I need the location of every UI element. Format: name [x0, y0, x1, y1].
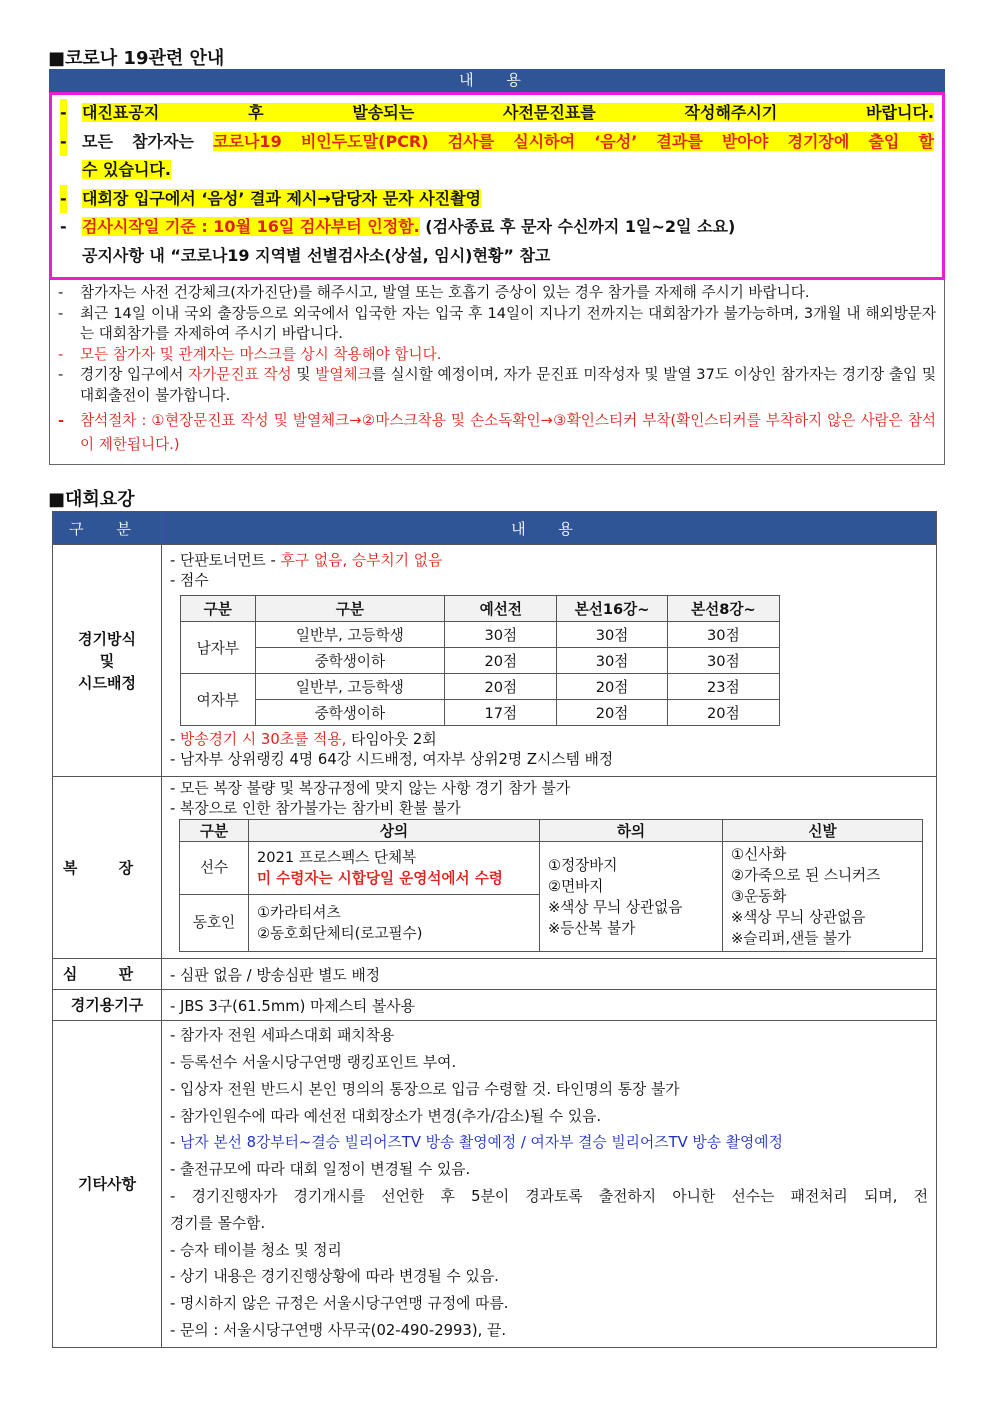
covid-note-5: - 참석절차 : ①현장문진표 작성 및 발열체크→②마스크착용 및 손소독확인→③확인스티커 부착(확인스티커를 부착하지 않은 사람은 참석이 제한됩니다.) [58, 411, 936, 453]
covid-table-header: 내 용 [49, 69, 945, 92]
covid-line-3: - 대회장 입구에서 ‘음성’ 결과 제시→담당자 문자 사진촬영 [60, 185, 934, 214]
game-content: - 단판토너먼트 - 후구 없음, 승부치기 없음 - 점수 구분 구분 예선전 본선16강~ 본선8강~ 남자부 일반부, 고등학생 30점 30점 30점 중학생이하 20점 30점 30점 여자부 일반부, 고등학생 20점 20점 23점 중학생이하 17점 20점 20점 - 방송경기 시 30초룰 적용, 타임아웃 2회 - 남자부 상위랭킹 4명 64강 시드배정, 여자부 상위2명 Z시스템 배정 [162, 545, 937, 777]
judge-label: 심 판 [53, 959, 162, 990]
rules-header-content: 내 용 [162, 512, 937, 545]
rules-row-etc [53, 1021, 937, 1348]
covid-line-2: - 모든 참가자는 코로나19 비인두도말(PCR) 검사를 실시하여 ‘음성’ 결과를 받아야 경기장에 출입 할 [60, 128, 934, 157]
score-table: 구분 구분 예선전 본선16강~ 본선8강~ 남자부 일반부, 고등학생 30점 30점 30점 중학생이하 20점 30점 30점 여자부 일반부, 고등학생 20점 20점 23점 중학생이하 17점 20점 20점 [180, 595, 780, 726]
covid-line-5: 공지사항 내 “코로나19 지역별 선별검사소(상설, 임시)현황” 참고 [82, 245, 551, 265]
game-label: 경기방식 및 시드배정 [53, 545, 162, 777]
dress-content: - 모든 복장 불량 및 복장규정에 맞지 않는 사항 경기 참가 불가 - 복장으로 인한 참가불가는 참가비 환불 불가 구분 상의 하의 신발 선수 2021 프로스펙스 단체복 미 수령자는 시합당일 운영석에서 수령 ①정장바지 ②면바지 ※색상 무늬 상관없음 ※등산복 불가 ①신사화 ②가죽으로 된 스니커즈 ③운동화 ※색상 무늬 상관없음 ※슬리퍼,샌들 불가 동호인 ①카라티셔츠 ②동호회단체티(로고필수) [162, 777, 937, 959]
covid-line-2b: 수 있습니다. [82, 160, 171, 180]
score-group-women: 여자부 [181, 674, 256, 726]
equipment-label: 경기용기구 [53, 990, 162, 1021]
etc-label: 기타사항 [53, 1021, 162, 1348]
section-title-rules: ■대회요강 [48, 489, 135, 510]
rules-row-equipment [53, 990, 937, 1021]
covid-note-4: - 경기장 입구에서 자가문진표 작성 및 발열체크를 실시할 예정이며, 자가 문진표 미작성자 및 발열 37도 이상인 참가자는 경기장 출입 및 대회출전이 불가합니다. [58, 366, 936, 404]
covid-highlight-box [49, 92, 945, 280]
covid-note-2: - 최근 14일 이내 국외 출장등으로 외국에서 입국한 자는 입국 후 14일이 지나기 전까지는 대회참가가 불가능하며, 3개월 내 해외방문자는 대회참가를 자제하여 주시기 바랍니다. [58, 304, 936, 343]
dress-club: 동호인 [180, 894, 249, 951]
dress-shoes: ①신사화 ②가죽으로 된 스니커즈 ③운동화 ※색상 무늬 상관없음 ※슬리퍼,샌들 불가 [723, 842, 923, 952]
dress-table: 구분 상의 하의 신발 선수 2021 프로스펙스 단체복 미 수령자는 시합당일 운영석에서 수령 ①정장바지 ②면바지 ※색상 무늬 상관없음 ※등산복 불가 ①신사화 ②가죽으로 된 스니커즈 ③운동화 ※색상 무늬 상관없음 ※슬리퍼,샌들 불가 동호인 ①카라티셔츠 ②동호회단체티(로고필수) [179, 819, 923, 952]
covid-line-4: - 검사시작일 기준 : 10월 16일 검사부터 인정함. (검사종료 후 문자 수신까지 1일~2일 소요) [60, 217, 736, 237]
covid-note-1: - 참가자는 사전 건강체크(자가진단)를 해주시고, 발열 또는 호흡기 증상이 있는 경우 참가를 자제해 주시기 바랍니다. [58, 284, 810, 301]
rules-row-judge [53, 959, 937, 990]
rules-row-game [53, 545, 937, 777]
equipment-content: - JBS 3구(61.5mm) 마제스티 볼사용 [162, 990, 937, 1021]
etc-content: - 참가자 전원 세파스대회 패치착용 - 등록선수 서울시당구연맹 랭킹포인트 부여. - 입상자 전원 반드시 본인 명의의 통장으로 입금 수령할 것. 타인명의 통장 불가 - 참가인원수에 따라 예선전 대회장소가 변경(추가/감소)될 수 있음. - 남자 본선 8강부터~결승 빌리어즈TV 방송 촬영예정 / 여자부 결승 빌리어즈TV 방송 촬영예정 - 출전규모에 따라 대회 일정이 변경될 수 있음. - 경기진행자가 경기개시를 선언한 후 5분이 경과토록 출전하지 아니한 선수는 패전처리 되며, 전 경기를 몰수함. - 승자 테이블 청소 및 정리 - 상기 내용은 경기진행상황에 따라 변경될 수 있음. - 명시하지 않은 규정은 서울시당구연맹 규정에 따름. - 문의 : 서울시당구연맹 사무국(02-490-2993), 끝. [162, 1021, 937, 1348]
section-title-covid: ■코로나 19관련 안내 [48, 48, 225, 69]
covid-notes-box [49, 280, 945, 465]
score-group-men: 남자부 [181, 622, 256, 674]
dress-bottom: ①정장바지 ②면바지 ※색상 무늬 상관없음 ※등산복 불가 [540, 842, 723, 952]
rules-row-dress [53, 777, 937, 959]
covid-line-1: - 대진표공지 후 발송되는 사전문진표를 작성해주시기 바랍니다. [60, 99, 934, 128]
covid-note-3: - 모든 참가자 및 관계자는 마스크를 상시 착용해야 합니다. [58, 345, 442, 363]
covid-notice-box [49, 69, 945, 465]
dress-player: 선수 [180, 842, 249, 895]
judge-content: - 심판 없음 / 방송심판 별도 배정 [162, 959, 937, 990]
rules-table [52, 511, 937, 1348]
rules-header-category: 구 분 [53, 512, 162, 545]
dress-label: 복 장 [53, 777, 162, 959]
